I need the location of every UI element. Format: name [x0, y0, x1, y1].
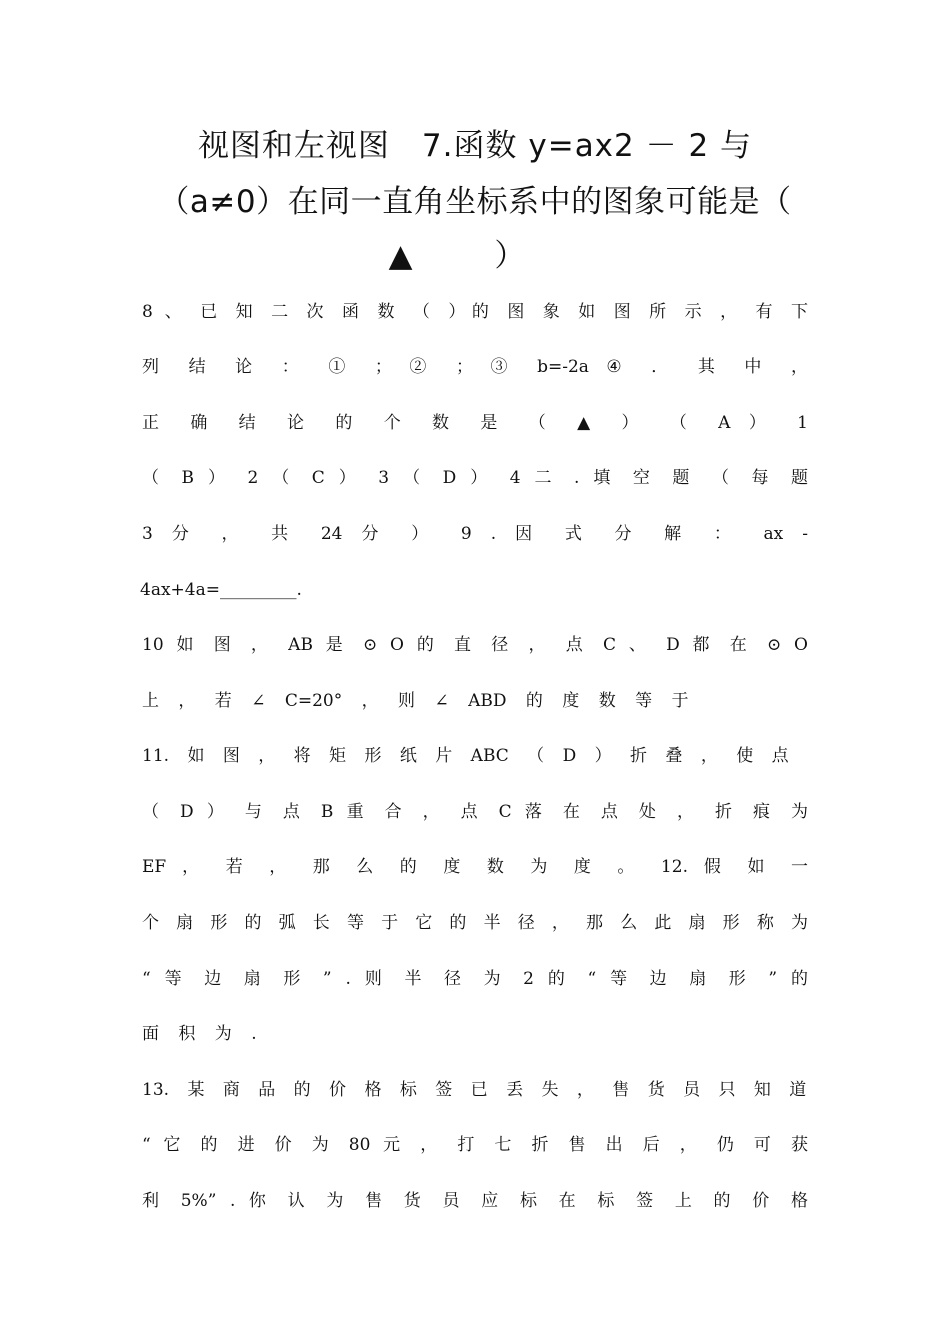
body-line-11: EF ， 若 ， 那 么 的 度 数 为 度 。 12. 假 如 一 — [142, 857, 808, 877]
body-line-10: （ D ） 与 点 B 重 合 ， 点 C 落 在 点 处 ， 折 痕 为 — [142, 802, 808, 822]
body-line-12: 个 扇 形 的 弧 长 等 于 它 的 半 径 ， 那 么 此 扇 形 称 为 — [142, 913, 808, 933]
title-line-1: 视图和左视图 7.函数 y=ax2 － 2 与 — [197, 128, 753, 164]
body-line-13: “ 等 边 扇 形 ” . 则 半 径 为 2 的 “ 等 边 扇 形 ” 的 — [142, 969, 808, 989]
title-line-2: （a≠0）在同一直角坐标系中的图象可能是（ — [158, 184, 792, 220]
body-line-9: 11. 如 图 ， 将 矩 形 纸 片 ABC （ D ） 折 叠 ， 使 点 — [142, 746, 789, 766]
body-line-3: 正 确 结 论 的 个 数 是 （ ▲ ） （ A ） 1 — [142, 413, 808, 433]
body-line-6: 4ax+4a=_________. — [140, 580, 302, 600]
body-line-2: 列 结 论 ： ① ； ② ； ③ b=-2a ④ ． 其 中 ， — [142, 357, 808, 377]
body-line-7: 10 如 图 ， AB 是 ⊙ O 的 直 径 ， 点 C 、 D 都 在 ⊙ O — [142, 635, 808, 655]
body-line-5: 3 分 ， 共 24 分 ） 9 . 因 式 分 解 ： ax - — [142, 524, 808, 544]
title-line-3: ▲ ） — [388, 238, 562, 274]
body-line-14: 面 积 为 . — [142, 1024, 257, 1044]
body-line-4: （ B ） 2 （ C ） 3 （ D ） 4 二 . 填 空 题 （ 每 题 — [142, 468, 808, 488]
body-line-15: 13. 某 商 品 的 价 格 标 签 已 丢 失 ， 售 货 员 只 知 道 — [142, 1080, 807, 1100]
body-line-16: “ 它 的 进 价 为 80 元 ， 打 七 折 售 出 后 ， 仍 可 获 — [142, 1135, 808, 1155]
body-line-8: 上 ， 若 ∠ C=20° ， 则 ∠ ABD 的 度 数 等 于 — [142, 691, 689, 711]
body-line-17: 利 5%” . 你 认 为 售 货 员 应 标 在 标 签 上 的 价 格 — [142, 1191, 808, 1211]
body-line-1: 8 、 已 知 二 次 函 数 （ ）的 图 象 如 图 所 示 ， 有 下 — [142, 302, 808, 322]
